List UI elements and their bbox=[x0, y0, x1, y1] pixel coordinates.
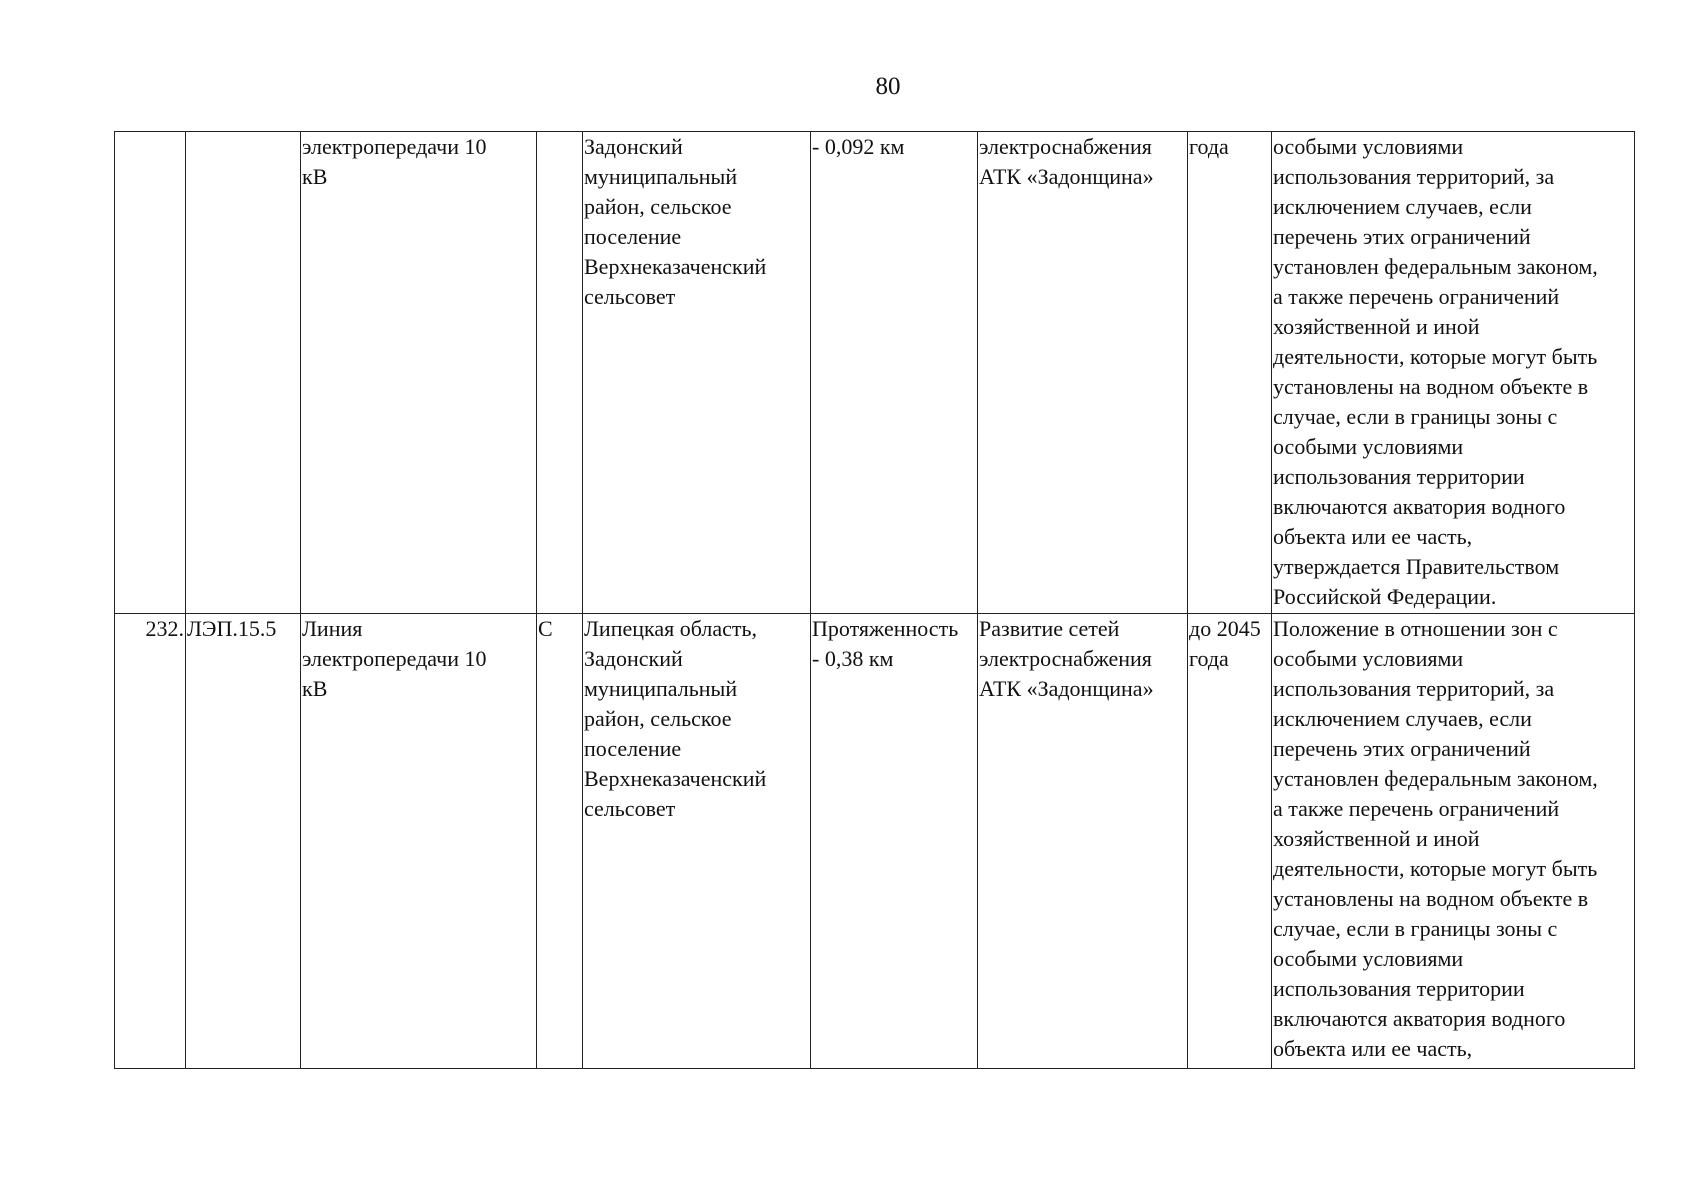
cell-number bbox=[115, 132, 186, 614]
cell-status bbox=[537, 132, 583, 614]
cell-characteristics: Протяженность - 0,38 км bbox=[811, 614, 978, 1069]
cell-code bbox=[186, 132, 301, 614]
cell-location: Задонский муниципальный район, сельское поселение Верхнеказаченский сельсовет bbox=[583, 132, 811, 614]
table-row bbox=[115, 132, 1635, 614]
cell-name: электропередачи 10 кВ bbox=[301, 132, 537, 614]
table-row bbox=[115, 614, 1635, 1069]
cell-zones: Положение в отношении зон с особыми условиями использования территорий, за исключением случаев, если перечень этих ограничений установлен федеральным законом, а также перечень ограничений хозяйственной и иной деятельности, которые могут быть установлены на водном объекте в случае, если в границы зоны с особыми условиями использования территории включаются акватория водного объекта или ее часть, bbox=[1272, 614, 1635, 1069]
page-number: 80 bbox=[875, 73, 901, 100]
cell-number: 232. bbox=[115, 614, 186, 1069]
cell-term: года bbox=[1188, 132, 1272, 614]
cell-term: до 2045 года bbox=[1188, 614, 1272, 1069]
cell-code: ЛЭП.15.5 bbox=[186, 614, 301, 1069]
cell-purpose: электроснабжения АТК «Задонщина» bbox=[978, 132, 1188, 614]
cell-name: Линия электропередачи 10 кВ bbox=[301, 614, 537, 1069]
objects-table bbox=[114, 131, 1635, 1069]
cell-characteristics: - 0,092 км bbox=[811, 132, 978, 614]
cell-zones: особыми условиями использования территорий, за исключением случаев, если перечень этих ограничений установлен федеральным законом, а также перечень ограничений хозяйственной и иной деятельности, которые могут быть установлены на водном объекте в случае, если в границы зоны с особыми условиями использования территории включаются акватория водного объекта или ее часть, утверждается Правительством Российской Федерации. bbox=[1272, 132, 1635, 614]
cell-status: С bbox=[537, 614, 583, 1069]
cell-purpose: Развитие сетей электроснабжения АТК «Задонщина» bbox=[978, 614, 1188, 1069]
cell-location: Липецкая область, Задонский муниципальный район, сельское поселение Верхнеказаченский сельсовет bbox=[583, 614, 811, 1069]
